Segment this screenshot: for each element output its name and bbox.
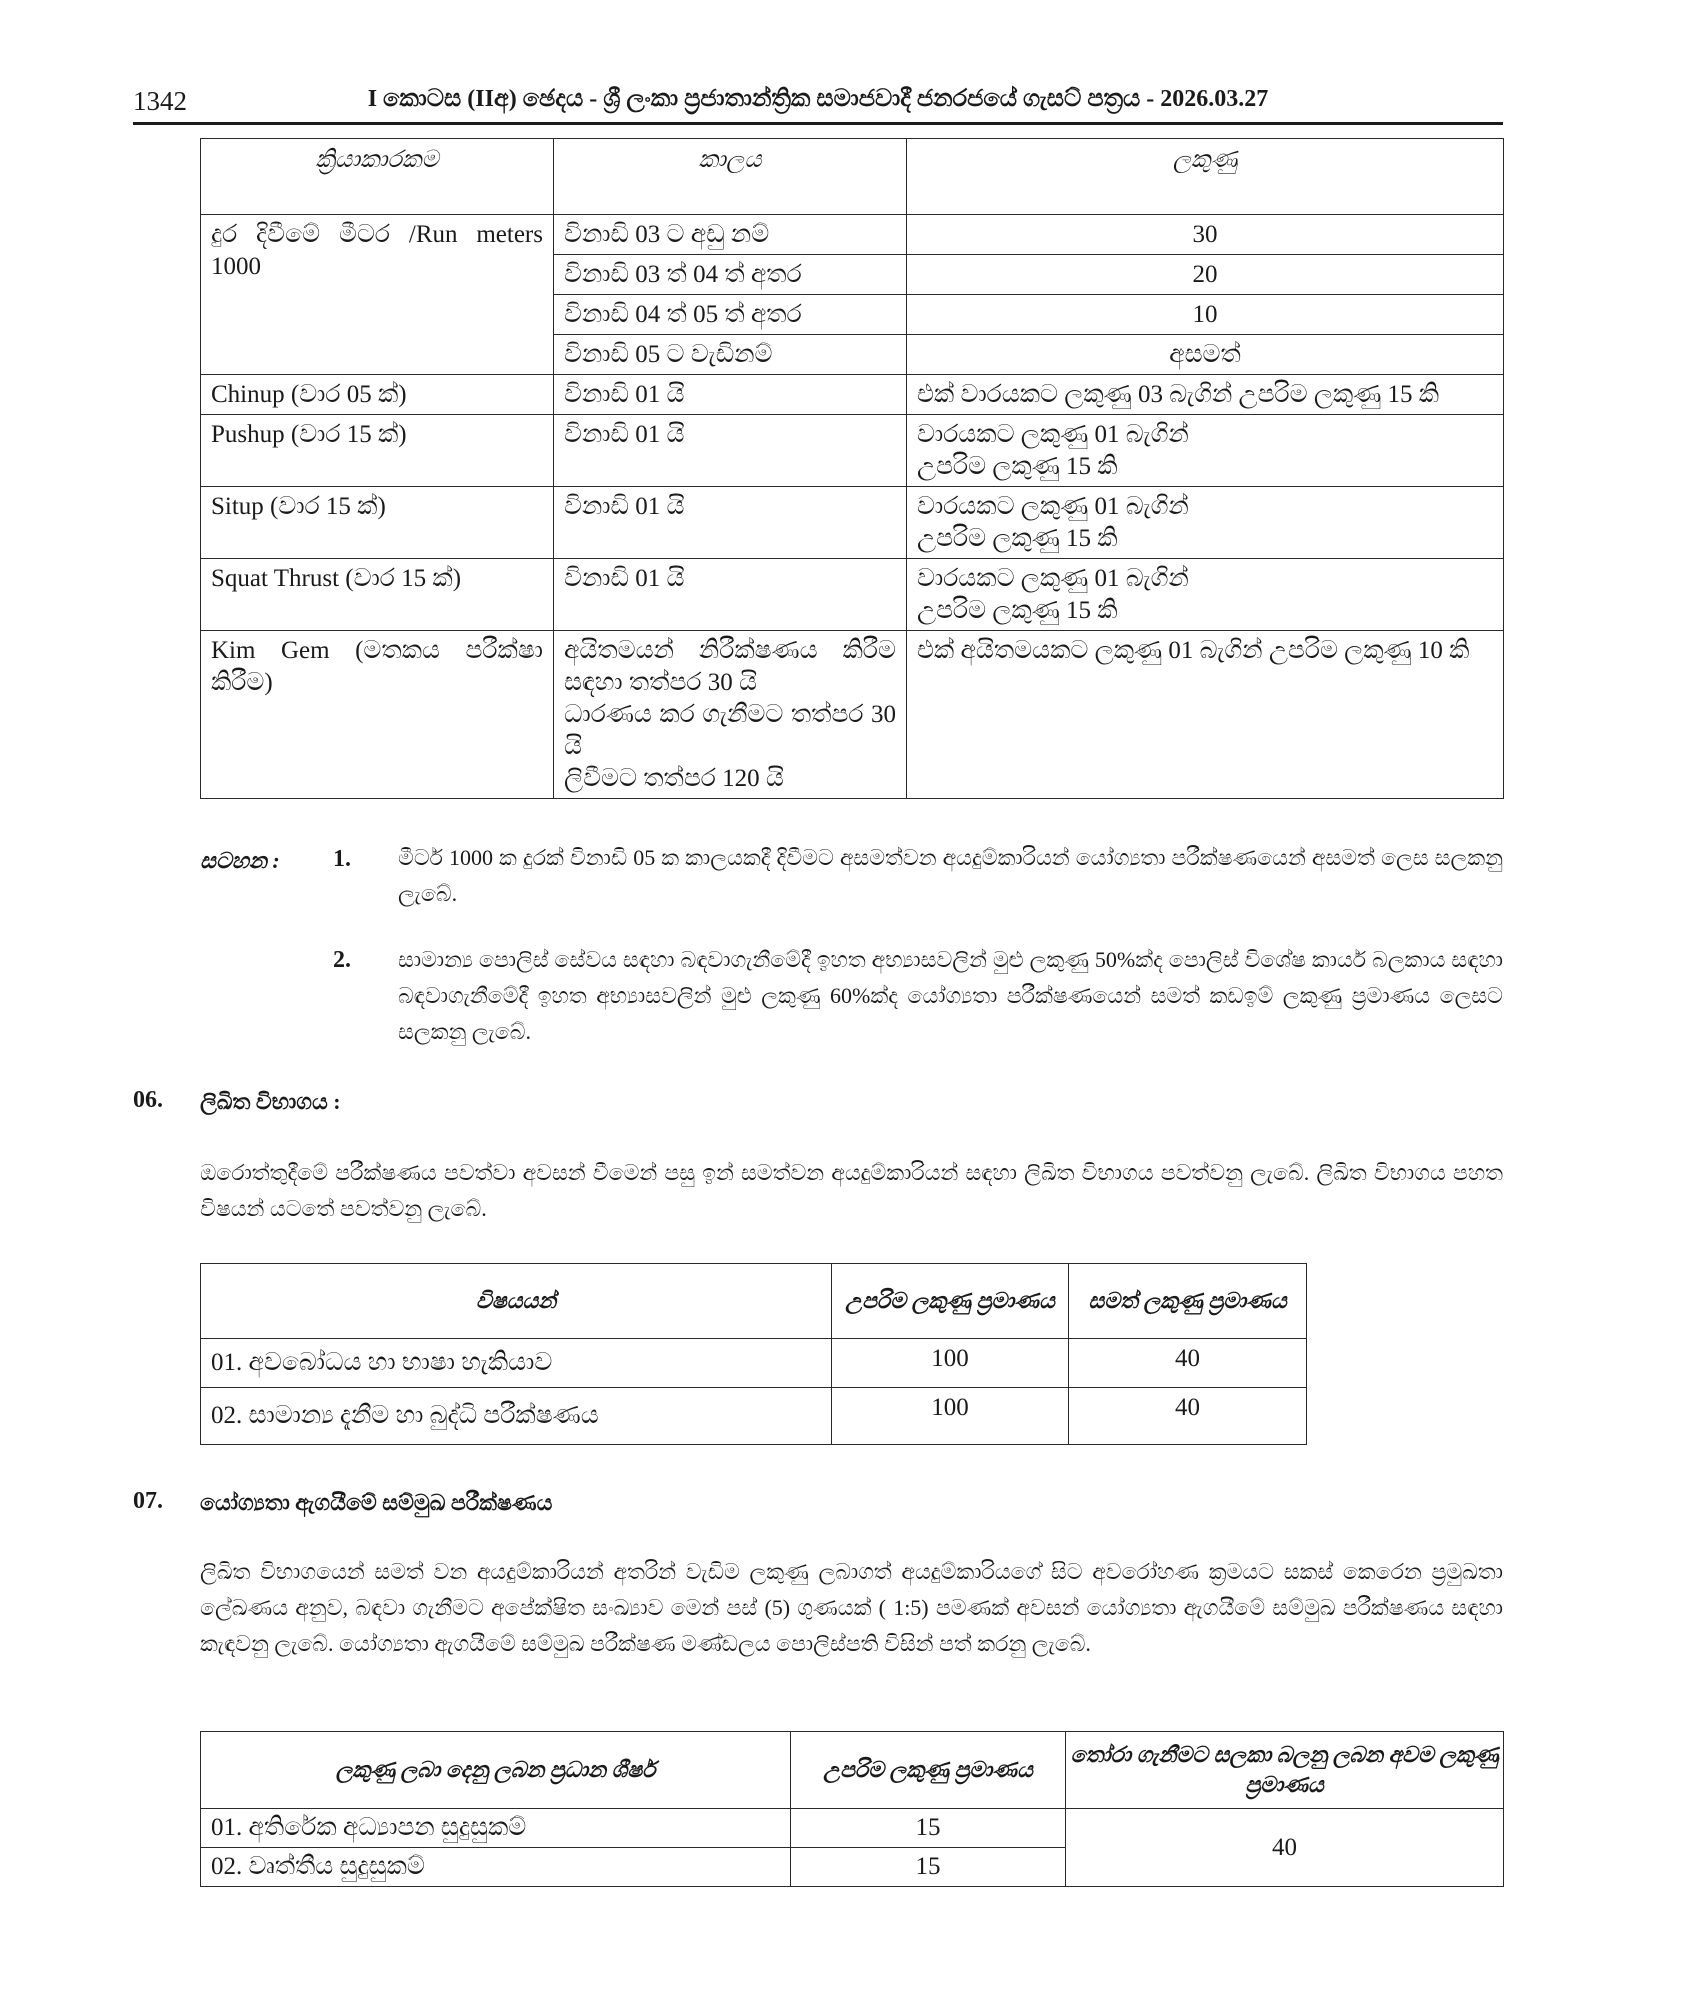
section-number: 06.	[133, 1087, 163, 1113]
time-cell: විනාඩි 05 ට වැඩිනම්	[554, 335, 907, 375]
subject-cell: 02. සාමාන්‍ය දැනීම හා බුද්ධි පරීක්ෂණය	[201, 1388, 832, 1445]
column-header: ලකුණු	[907, 139, 1504, 215]
written-exam-table	[200, 1263, 1307, 1445]
page-number: 1342	[133, 86, 187, 116]
pass-marks-cell: 40	[1069, 1339, 1307, 1388]
column-header: ලකුණු ලබා දෙනු ලබන ප්‍රධාන ශීර්ෂ	[201, 1732, 791, 1809]
table-row	[201, 1388, 1307, 1445]
time-cell: විනාඩි 03 ත් 04 ත් අතර	[554, 255, 907, 295]
marks-cell: එක් වාරයකට ලකුණු 03 බැගින් උපරිම ලකුණු 15 කි	[907, 375, 1504, 415]
table-row	[201, 1809, 1504, 1848]
activity-cell: Chinup (වාර 05 ක්)	[201, 375, 554, 415]
time-line: ධාරණය කර ගැනීමට තත්පර 30 යි	[564, 701, 896, 760]
interview-table	[200, 1731, 1504, 1887]
marks-cell	[907, 415, 1504, 487]
time-cell: විනාඩි 01 යි	[554, 415, 907, 487]
heading-cell: 01. අතිරේක අධ්‍යාපන සුදුසුකම්	[201, 1809, 791, 1848]
marks-cell: 20	[907, 255, 1504, 295]
activity-cell: දුර දිවීමේ මීටර /Run meters 1000	[201, 215, 554, 375]
column-header: ක්‍රියාකාරකම	[201, 139, 554, 215]
notes-label: සටහන :	[200, 848, 280, 873]
max-marks-cell: 15	[791, 1848, 1066, 1887]
subject-cell: 01. අවබෝධය හා භාෂා හැකියාව	[201, 1339, 832, 1388]
time-cell: විනාඩි 03 ට අඩු නම්	[554, 215, 907, 255]
table-header-row	[201, 139, 1504, 215]
column-header: උපරිම ලකුණු ප්‍රමාණය	[832, 1264, 1069, 1339]
time-cell	[554, 631, 907, 799]
marks-line: උපරිම ලකුණු 15 කි	[917, 453, 1118, 480]
section-title: ලිඛිත විභාගය :	[200, 1089, 341, 1114]
table-row	[201, 631, 1504, 799]
max-marks-cell: 15	[791, 1809, 1066, 1848]
fitness-test-table	[200, 138, 1504, 799]
activity-cell: Situp (වාර 15 ක්)	[201, 487, 554, 559]
section-title: යෝග්‍යතා ඇගයීමේ සම්මුඛ පරීක්ෂණය	[200, 1490, 553, 1515]
marks-cell	[907, 487, 1504, 559]
marks-cell: 10	[907, 295, 1504, 335]
table-row	[201, 1339, 1307, 1388]
table-header-row	[201, 1264, 1307, 1339]
note-number: 1.	[333, 846, 351, 872]
activity-cell: Kim Gem (මතකය පරීක්ෂා කිරීම)	[201, 631, 554, 799]
column-header: කාලය	[554, 139, 907, 215]
time-cell: විනාඩි 01 යි	[554, 559, 907, 631]
marks-line: වාරයකට ලකුණු 01 බැගින්	[917, 493, 1189, 520]
time-cell: විනාඩි 01 යි	[554, 487, 907, 559]
section-paragraph: ඔරොත්තුදීමේ පරීක්ෂණය පවත්වා අවසන් වීමෙන් පසු ඉන් සමත්වන අයදුම්කාරියන් සඳහා ලිඛිත විභාගය පවත්වනු ලැබේ. ලිඛිත විභාගය පහත විෂයන් යටතේ පවත්වනු ලැබේ.	[200, 1160, 1503, 1221]
marks-line: වාරයකට ලකුණු 01 බැගින්	[917, 565, 1189, 592]
table-row	[201, 215, 1504, 255]
table-row	[201, 487, 1504, 559]
marks-line: උපරිම ලකුණු 15 කි	[917, 525, 1118, 552]
pass-marks-cell: 40	[1069, 1388, 1307, 1445]
marks-cell: එක් අයිතමයකට ලකුණු 01 බැගින් උපරිම ලකුණු 10 කි	[907, 631, 1504, 799]
marks-cell: අසමත්	[907, 335, 1504, 375]
note-text: මීටර් 1000 ක දුරක් විනාඩි 05 ක කාලයකදී දිවීමට අසමත්වන අයදුම්කාරියන් යෝග්‍යතා පරීක්ෂණයෙන් අසමත් ලෙස සලකනු ලැබේ.	[398, 845, 1503, 906]
section-number: 07.	[133, 1488, 163, 1514]
activity-cell: Squat Thrust (වාර 15 ක්)	[201, 559, 554, 631]
column-header: තෝරා ගැනීමට සලකා බලනු ලබන අවම ලකුණු ප්‍රමාණය	[1066, 1732, 1504, 1809]
max-marks-cell: 100	[832, 1339, 1069, 1388]
column-header: සමත් ලකුණු ප්‍රමාණය	[1069, 1264, 1307, 1339]
table-header-row	[201, 1732, 1504, 1809]
marks-cell	[907, 559, 1504, 631]
table-row	[201, 375, 1504, 415]
page-header	[133, 82, 1503, 126]
note-text: සාමාන්‍ය පොලිස් සේවය සඳහා බඳවාගැනීමේදී ඉහත අභ්‍යාසවලින් මුළු ලකුණු 50%ක්ද පොලිස් විශේෂ කාර්ය බලකාය සඳහා බඳවාගැනීමේදී ඉහත අභ්‍යාසවලින් මුළු ලකුණු 60%ක්ද යෝග්‍යතා පරීක්ෂණයෙන් සමත් කඩඉම් ලකුණු ප්‍රමාණය ලෙසට සලකනු ලැබේ.	[398, 947, 1503, 1044]
header-rule	[133, 122, 1503, 125]
section-paragraph: ලිඛිත විභාගයෙන් සමත් වන අයදුම්කාරියන් අතරින් වැඩිම ලකුණු ලබාගත් අයදුම්කාරියගේ සිට අවරෝහණ ක්‍රමයට සකස් කෙරෙන ප්‍රමුඛතා ලේඛණය අනුව, බඳවා ගැනීමට අපේක්ෂිත සංඛ්‍යාව මෙන් පස් (5) ගුණයක් ( 1:5) පමණක් අවසන් යෝග්‍යතා ඇගයීමේ සම්මුඛ පරීක්ෂණය සඳහා කැඳවනු ලැබේ. යෝග්‍යතා ඇගයීමේ සම්මුඛ පරීක්ෂණ මණ්ඩලය පොලිස්පති විසින් පත් කරනු ලැබේ.	[200, 1559, 1503, 1656]
time-cell: විනාඩි 01 යි	[554, 375, 907, 415]
time-line: අයිතමයන් නිරීක්ෂණය කිරීම සඳහා තත්පර 30 යි	[564, 637, 896, 696]
marks-line: උපරිම ලකුණු 15 කි	[917, 597, 1118, 624]
time-line: ලිවීමට තත්පර 120 යි	[564, 765, 784, 792]
note-number: 2.	[333, 947, 351, 973]
marks-line: වාරයකට ලකුණු 01 බැගින්	[917, 421, 1189, 448]
column-header: උපරිම ලකුණු ප්‍රමාණය	[791, 1732, 1066, 1809]
table-row	[201, 415, 1504, 487]
activity-cell: Pushup (වාර 15 ක්)	[201, 415, 554, 487]
heading-cell: 02. වෘත්තීය සුදුසුකම්	[201, 1848, 791, 1887]
time-cell: විනාඩි 04 ත් 05 ත් අතර	[554, 295, 907, 335]
table-row	[201, 559, 1504, 631]
marks-cell: 30	[907, 215, 1504, 255]
column-header: විෂයයන්	[201, 1264, 832, 1339]
header-title: I කොටස (IIඅ) ඡෙදය - ශ්‍රී ලංකා ප්‍රජාතාන්ත්‍රික සමාජවාදී ජනරජයේ ගැසට් පත්‍රය - 2026.03.27	[367, 86, 1269, 112]
max-marks-cell: 100	[832, 1388, 1069, 1445]
minimum-marks-cell: 40	[1066, 1809, 1504, 1887]
